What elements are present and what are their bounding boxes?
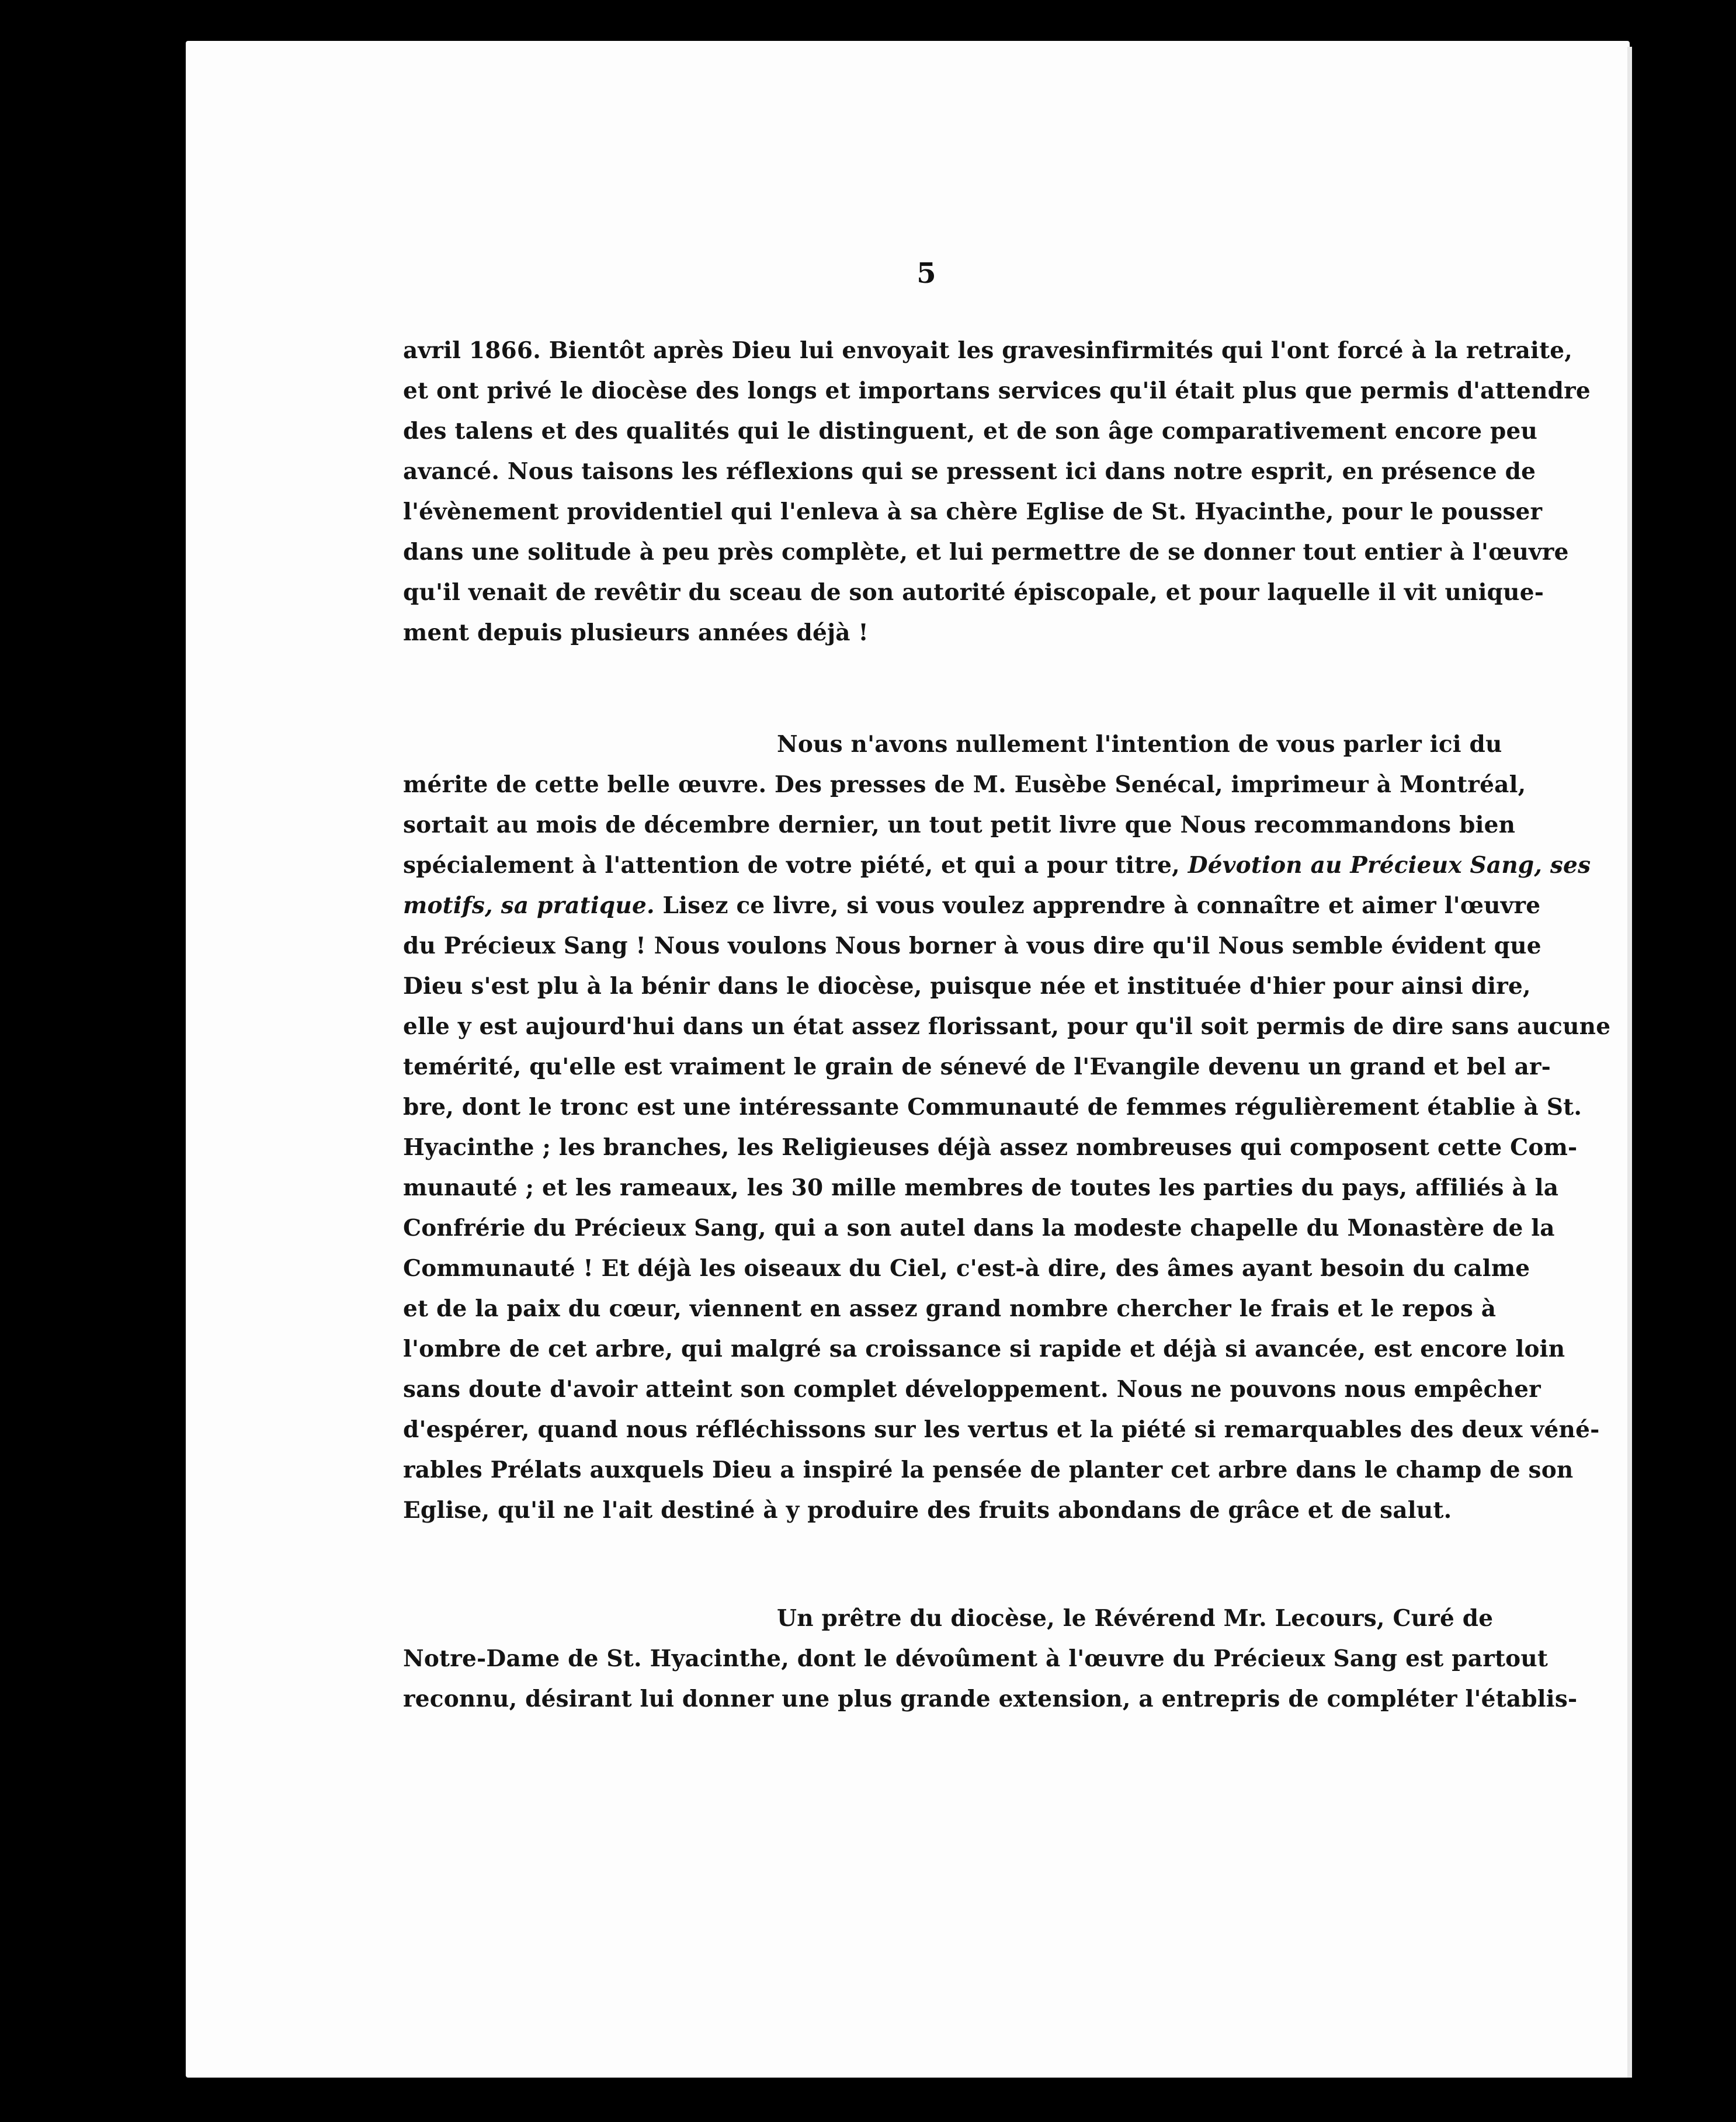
text-line-with-title (403, 845, 1591, 886)
text-segment: Lisez ce livre, si vous voulez apprendre à connaître et aimer l'œuvre (662, 892, 1541, 919)
text-line: rables Prélats auxquels Dieu a inspiré la pensée de planter cet arbre dans le champ de son (403, 1457, 1574, 1483)
text-line: Dieu s'est plu à la bénir dans le diocèse, puisque née et instituée d'hier pour ainsi dire, (403, 973, 1531, 1000)
text-line: Eglise, qu'il ne l'ait destiné à y produire des fruits abondans de grâce et de salut. (403, 1497, 1452, 1524)
text-line: temérité, qu'elle est vraiment le grain de sénevé de l'Evangile devenu un grand et bel ar- (403, 1053, 1551, 1080)
paragraph-3 (403, 1599, 1578, 1719)
page-number: 5 (916, 257, 936, 290)
text-line: dans une solitude à peu près complète, et lui permettre de se donner tout entier à l'œuvre (403, 539, 1569, 566)
text-line: l'évènement providentiel qui l'enleva à sa chère Eglise de St. Hyacinthe, pour le pousser (403, 498, 1543, 525)
text-line: sans doute d'avoir atteint son complet développement. Nous ne pouvons nous empêcher (403, 1376, 1541, 1403)
text-line: reconnu, désirant lui donner une plus grande extension, a entrepris de compléter l'établis- (403, 1686, 1578, 1712)
text-line-with-title (403, 886, 1541, 926)
text-line: Confrérie du Précieux Sang, qui a son autel dans la modeste chapelle du Monastère de la (403, 1215, 1555, 1242)
text-line: elle y est aujourd'hui dans un état assez florissant, pour qu'il soit permis de dire sans aucune (403, 1013, 1611, 1040)
text-line: bre, dont le tronc est une intéressante Communauté de femmes régulièrement établie à St. (403, 1094, 1582, 1121)
text-line: des talens et des qualités qui le distinguent, et de son âge comparativement encore peu (403, 418, 1538, 445)
text-line: avancé. Nous taisons les réflexions qui se pressent ici dans notre esprit, en présence de (403, 458, 1536, 485)
text-line: qu'il venait de revêtir du sceau de son autorité épiscopale, et pour laquelle il vit unique- (403, 579, 1544, 606)
text-line: du Précieux Sang ! Nous voulons Nous borner à vous dire qu'il Nous semble évident que (403, 932, 1541, 959)
text-line: mérite de cette belle œuvre. Des presses de M. Eusèbe Senécal, imprimeur à Montréal, (403, 771, 1526, 798)
paragraph-1 (403, 331, 1591, 653)
page-edge (1627, 47, 1632, 2078)
book-title-part-1: Dévotion au Précieux Sang, ses (1188, 852, 1591, 879)
text-line: et de la paix du cœur, viennent en assez grand nombre chercher le frais et le repos à (403, 1295, 1497, 1322)
text-line: Nous n'avons nullement l'intention de vous parler ici du (777, 731, 1502, 758)
text-line: Communauté ! Et déjà les oiseaux du Ciel, c'est-à dire, des âmes ayant besoin du calme (403, 1255, 1530, 1282)
book-title-part-2: motifs, sa pratique. (403, 892, 655, 919)
text-line: avril 1866. Bientôt après Dieu lui envoyait les gravesinfirmités qui l'ont forcé à la retraite, (403, 337, 1573, 364)
text-line: Notre-Dame de St. Hyacinthe, dont le dévoûment à l'œuvre du Précieux Sang est partout (403, 1645, 1548, 1672)
text-line: ment depuis plusieurs années déjà ! (403, 619, 869, 646)
text-line: d'espérer, quand nous réfléchissons sur les vertus et la piété si remarquables des deux véné- (403, 1416, 1600, 1443)
paragraph-2 (403, 724, 1611, 1531)
text-line: Un prêtre du diocèse, le Révérend Mr. Lecours, Curé de (777, 1605, 1494, 1632)
text-line: sortait au mois de décembre dernier, un tout petit livre que Nous recommandons bien (403, 812, 1516, 838)
text-segment: spécialement à l'attention de votre piété, et qui a pour titre, (403, 852, 1180, 879)
text-line: Hyacinthe ; les branches, les Religieuses déjà assez nombreuses qui composent cette Com- (403, 1134, 1578, 1161)
text-line: l'ombre de cet arbre, qui malgré sa croissance si rapide et déjà si avancée, est encore loin (403, 1336, 1565, 1362)
text-line: et ont privé le diocèse des longs et importans services qu'il était plus que permis d'attendre (403, 377, 1591, 404)
text-line: munauté ; et les rameaux, les 30 mille membres de toutes les parties du pays, affiliés à la (403, 1174, 1559, 1201)
